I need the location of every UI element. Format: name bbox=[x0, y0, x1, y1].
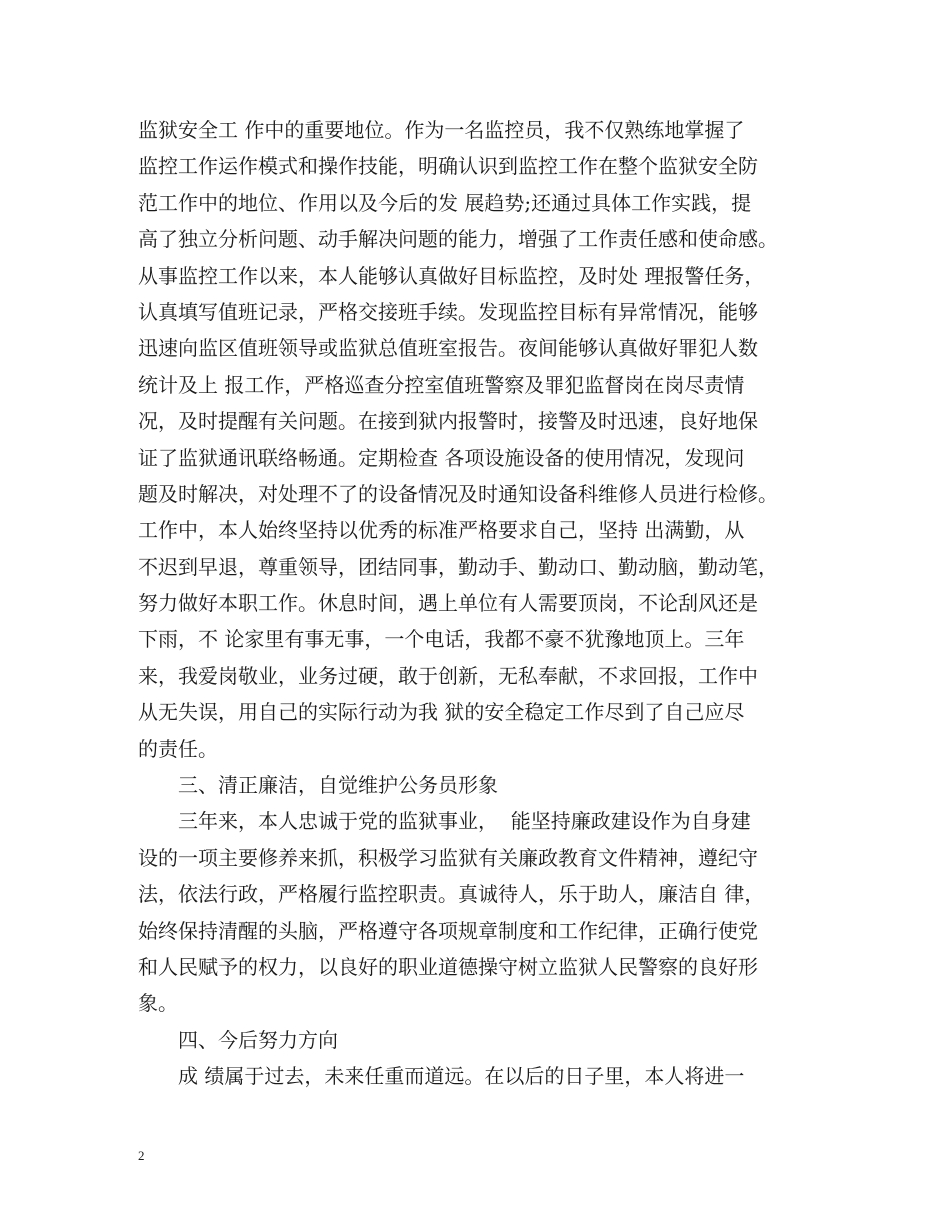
text-line: 三年来，本人忠诚于党的监狱事业， 能坚持廉政建设作为自身建 bbox=[178, 809, 751, 834]
text-line: 范工作中的地位、作用以及今后的发 展趋势;还通过具体工作实践，提 bbox=[138, 190, 752, 215]
text-line: 况，及时提醒有关问题。在接到狱内报警时，接警及时迅速，良好地保 bbox=[138, 409, 758, 434]
text-line: 法，依法行政，严格履行监控职责。真诚待人，乐于助人，廉洁自 律， bbox=[138, 882, 765, 907]
text-line: 来，我爱岗敬业，业务过硬，敢于创新，无私奉献，不求回报，工作中 bbox=[138, 663, 758, 688]
text-line: 认真填写值班记录，严格交接班手续。发现监控目标有异常情况，能够 bbox=[138, 299, 758, 324]
text-line: 象。 bbox=[138, 991, 178, 1016]
text-line: 高了独立分析问题、动手解决问题的能力，增强了工作责任感和使命感。 bbox=[138, 227, 778, 252]
text-line: 题及时解决，对处理不了的设备情况及时通知设备科维修人员进行检修。 bbox=[138, 481, 778, 506]
text-line: 设的一项主要修养来抓，积极学习监狱有关廉政教育文件精神，遵纪守 bbox=[138, 845, 758, 870]
text-line: 工作中，本人始终坚持以优秀的标准严格要求自己，坚持 出满勤，从 bbox=[138, 518, 745, 543]
text-line: 统计及上 报工作，严格巡查分控室值班警察及罪犯监督岗在岗尽责情 bbox=[138, 372, 745, 397]
text-line: 从事监控工作以来，本人能够认真做好目标监控，及时处 理报警任务， bbox=[138, 263, 765, 288]
text-line: 的责任。 bbox=[138, 736, 218, 761]
text-line: 证了监狱通讯联络畅通。定期检查 各项设施设备的使用情况，发现问 bbox=[138, 445, 745, 470]
body-text bbox=[138, 112, 828, 1095]
section-heading: 三、清正廉洁，自觉维护公务员形象 bbox=[178, 773, 498, 798]
text-line: 监控工作运作模式和操作技能，明确认识到监控工作在整个监狱安全防 bbox=[138, 154, 758, 179]
text-line: 监狱安全工 作中的重要地位。作为一名监控员，我不仅熟练地掌握了 bbox=[138, 118, 745, 142]
text-line: 下雨，不 论家里有事无事，一个电话，我都不豪不犹豫地顶上。三年 bbox=[138, 627, 745, 652]
text-line: 成 绩属于过去，未来任重而道远。在以后的日子里，本人将进一 bbox=[178, 1064, 745, 1089]
section-heading: 四、今后努力方向 bbox=[178, 1027, 338, 1052]
text-line: 努力做好本职工作。休息时间，遇上单位有人需要顶岗，不论刮风还是 bbox=[138, 591, 758, 616]
text-line: 和人民赋予的权力，以良好的职业道德操守树立监狱人民警察的良好形 bbox=[138, 954, 758, 979]
text-line: 迅速向监区值班领导或监狱总值班室报告。夜间能够认真做好罪犯人数 bbox=[138, 336, 758, 361]
text-line: 不迟到早退，尊重领导，团结同事，勤动手、勤动口、勤动脑，勤动笔， bbox=[138, 554, 778, 579]
page-number: 2 bbox=[138, 1148, 145, 1163]
text-line: 从无失误，用自己的实际行动为我 狱的安全稳定工作尽到了自己应尽 bbox=[138, 700, 745, 725]
text-line: 始终保持清醒的头脑，严格遵守各项规章制度和工作纪律，正确行使党 bbox=[138, 918, 758, 943]
